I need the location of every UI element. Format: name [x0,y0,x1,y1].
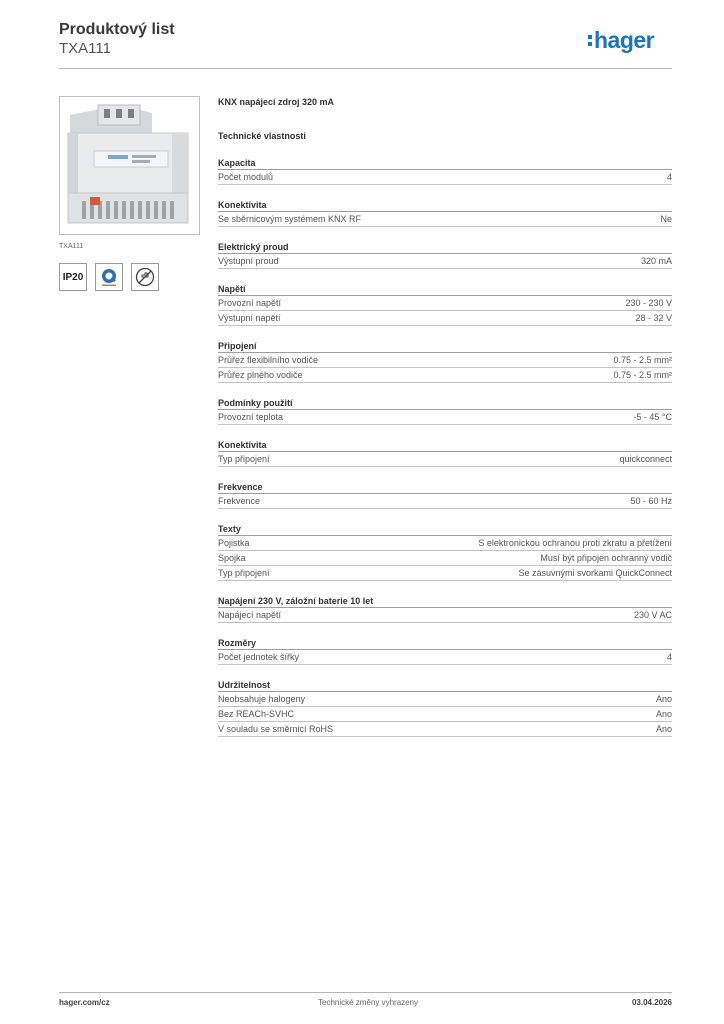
spec-label: Počet jednotek šířky [218,652,300,662]
spec-label: Napájecí napětí [218,610,282,620]
spec-row [218,170,672,185]
footer-date: 03.04.2026 [631,998,672,1007]
footer-website: hager.com/cz [59,998,110,1007]
spec-label: Průřez flexibilního vodiče [218,355,319,365]
spec-value: Musí být připojen ochranný vodič [540,553,672,563]
spec-row [218,650,672,665]
spec-value: 0.75 - 2.5 mm² [613,355,672,365]
spec-value: 230 V AC [633,610,672,620]
spec-row [218,254,672,269]
spec-section [218,157,672,185]
spec-label: Typ připojení [218,454,270,464]
spec-section [218,283,672,326]
hager-logo [588,26,674,56]
spec-row [218,707,672,722]
spec-row [218,608,672,623]
spec-row [218,536,672,551]
spec-label: Neobsahuje halogeny [218,694,306,704]
header-divider [59,68,672,69]
spec-label: Bez REACh-SVHC [218,709,295,719]
spec-label: Se sběrnicovým systémem KNX RF [218,214,362,224]
spec-value: -5 - 45 °C [633,412,672,422]
section-title: Připojení [218,340,672,353]
spec-section [218,481,672,509]
spec-row [218,212,672,227]
spec-row [218,566,672,581]
spec-section [218,241,672,269]
section-title: Texty [218,523,672,536]
section-title: Elektrický proud [218,241,672,254]
spec-section [218,340,672,383]
spec-value: 4 [666,652,672,662]
ip20-badge [59,263,87,291]
product-name: KNX napájecí zdroj 320 mA [218,97,335,107]
spec-row [218,296,672,311]
spec-sections [218,157,672,737]
spec-section [218,595,672,623]
no-tool-icon [131,263,159,291]
spec-row [218,311,672,326]
spec-section [218,199,672,227]
spec-label: Spojka [218,553,246,563]
spec-value: Ne [660,214,672,224]
spec-label: Výstupní napětí [218,313,281,323]
footer-notice: Technické změny vyhrazeny [318,998,419,1007]
svg-text:hager: hager [594,27,655,53]
spec-value: 0.75 - 2.5 mm² [613,370,672,380]
spec-value: 320 mA [640,256,672,266]
spec-row [218,494,672,509]
spec-value: Ano [655,709,672,719]
spec-row [218,722,672,737]
spec-row [218,410,672,425]
spec-section [218,637,672,665]
spec-label: Provozní teplota [218,412,284,422]
quickconnect-icon [95,263,123,291]
section-title: Kapacita [218,157,672,170]
spec-label: V souladu se směrnicí RoHS [218,724,334,734]
spec-section [218,679,672,737]
spec-value: 28 - 32 V [635,313,672,323]
badge-row [59,263,159,291]
section-title: Konektivita [218,439,672,452]
spec-section [218,523,672,581]
tech-properties-heading: Technické vlastnosti [218,131,306,141]
spec-value: Se zásuvnými svorkami QuickConnect [518,568,672,578]
spec-section [218,397,672,425]
spec-label: Frekvence [218,496,261,506]
spec-value: 230 - 230 V [625,298,672,308]
spec-section [218,439,672,467]
spec-label: Typ připojení [218,568,270,578]
product-code: TXA111 [59,40,111,57]
spec-label: Počet modulů [218,172,274,182]
section-title: Podmínky použití [218,397,672,410]
spec-value: 4 [666,172,672,182]
section-title: Udržitelnost [218,679,672,692]
section-title: Konektivita [218,199,672,212]
spec-value: Ano [655,724,672,734]
ip20-label: IP20 [62,271,84,283]
product-image [59,96,200,235]
footer-divider [59,992,672,993]
spec-row [218,368,672,383]
spec-value: 50 - 60 Hz [630,496,672,506]
section-title: Napětí [218,283,672,296]
spec-label: Výstupní proud [218,256,279,266]
spec-row [218,452,672,467]
spec-value: quickconnect [619,454,672,464]
spec-row [218,551,672,566]
spec-row [218,353,672,368]
section-title: Rozměry [218,637,672,650]
section-title: Napájení 230 V, záložní baterie 10 let [218,595,672,608]
spec-value: Ano [655,694,672,704]
spec-value: S elektronickou ochranou proti zkratu a přetížení [478,538,672,548]
spec-row [218,692,672,707]
spec-label: Provozní napětí [218,298,282,308]
spec-panel [218,96,672,737]
page-title: Produktový list [59,21,175,38]
image-caption: TXA111 [59,243,84,250]
spec-label: Průřez plného vodiče [218,370,303,380]
spec-label: Pojistka [218,538,250,548]
section-title: Frekvence [218,481,672,494]
